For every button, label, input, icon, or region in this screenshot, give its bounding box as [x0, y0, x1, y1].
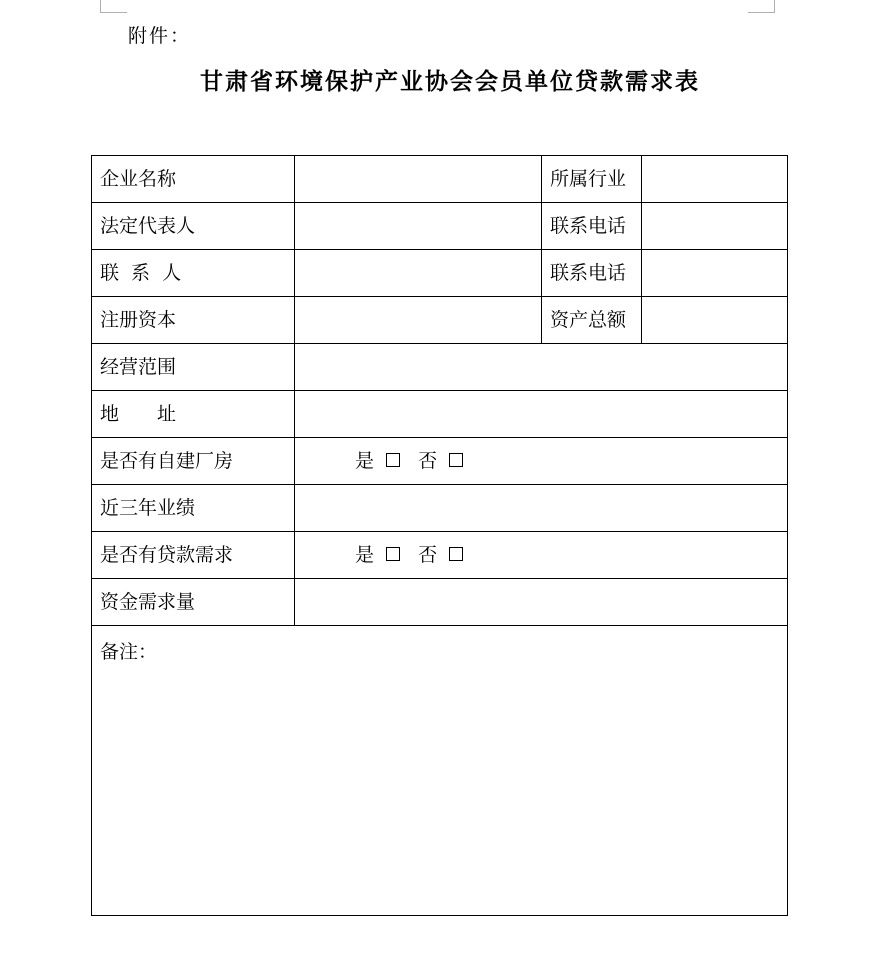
loan-need-no-checkbox[interactable] — [449, 547, 463, 561]
legal-rep-field[interactable] — [295, 203, 542, 250]
attachment-label: 附件： — [128, 25, 192, 47]
total-assets-field[interactable] — [642, 297, 788, 344]
own-factory-no-checkbox[interactable] — [449, 453, 463, 467]
form-title: 甘肃省环境保护产业协会会员单位贷款需求表 — [200, 68, 700, 95]
industry-label: 所属行业 — [542, 156, 642, 203]
address-label: 地 址 — [92, 391, 295, 438]
table-row — [92, 156, 788, 203]
table-row — [92, 297, 788, 344]
own-factory-yes-checkbox[interactable] — [386, 453, 400, 467]
contact-phone-field[interactable] — [642, 250, 788, 297]
remarks-label: 备注： — [100, 641, 158, 663]
contact-phone-label: 联系电话 — [542, 250, 642, 297]
page-corner-mark-left — [100, 0, 127, 13]
loan-need-label: 是否有贷款需求 — [92, 532, 295, 579]
business-scope-label: 经营范围 — [92, 344, 295, 391]
industry-field[interactable] — [642, 156, 788, 203]
company-name-field[interactable] — [295, 156, 542, 203]
yes-no-group — [355, 543, 475, 567]
table-row — [92, 532, 788, 579]
remarks-field[interactable] — [92, 626, 788, 916]
fund-amount-label: 资金需求量 — [92, 579, 295, 626]
performance-field[interactable] — [295, 485, 788, 532]
total-assets-label: 资产总额 — [542, 297, 642, 344]
reg-capital-field[interactable] — [295, 297, 542, 344]
table-row — [92, 438, 788, 485]
loan-need-choice — [295, 532, 788, 579]
loan-need-yes-option[interactable] — [355, 543, 400, 567]
table-row — [92, 485, 788, 532]
table-row — [92, 344, 788, 391]
table-row — [92, 203, 788, 250]
business-scope-field[interactable] — [295, 344, 788, 391]
table-row — [92, 391, 788, 438]
own-factory-no-option[interactable] — [418, 449, 463, 473]
phone-field[interactable] — [642, 203, 788, 250]
own-factory-yes-option[interactable] — [355, 449, 400, 473]
loan-need-no-option[interactable] — [418, 543, 463, 567]
own-factory-label: 是否有自建厂房 — [92, 438, 295, 485]
loan-need-yes-checkbox[interactable] — [386, 547, 400, 561]
no-label: 否 — [418, 544, 438, 566]
fund-amount-field[interactable] — [295, 579, 788, 626]
contact-field[interactable] — [295, 250, 542, 297]
page-corner-mark-right — [748, 0, 775, 13]
phone-label: 联系电话 — [542, 203, 642, 250]
own-factory-choice — [295, 438, 788, 485]
company-name-label: 企业名称 — [92, 156, 295, 203]
yes-no-group — [355, 449, 475, 473]
address-field[interactable] — [295, 391, 788, 438]
yes-label: 是 — [355, 544, 375, 566]
table-row — [92, 626, 788, 916]
table-row — [92, 579, 788, 626]
performance-label: 近三年业绩 — [92, 485, 295, 532]
no-label: 否 — [418, 450, 438, 472]
yes-label: 是 — [355, 450, 375, 472]
contact-label: 联 系 人 — [92, 250, 295, 297]
reg-capital-label: 注册资本 — [92, 297, 295, 344]
loan-demand-form-table — [91, 155, 788, 916]
legal-rep-label: 法定代表人 — [92, 203, 295, 250]
table-row — [92, 250, 788, 297]
